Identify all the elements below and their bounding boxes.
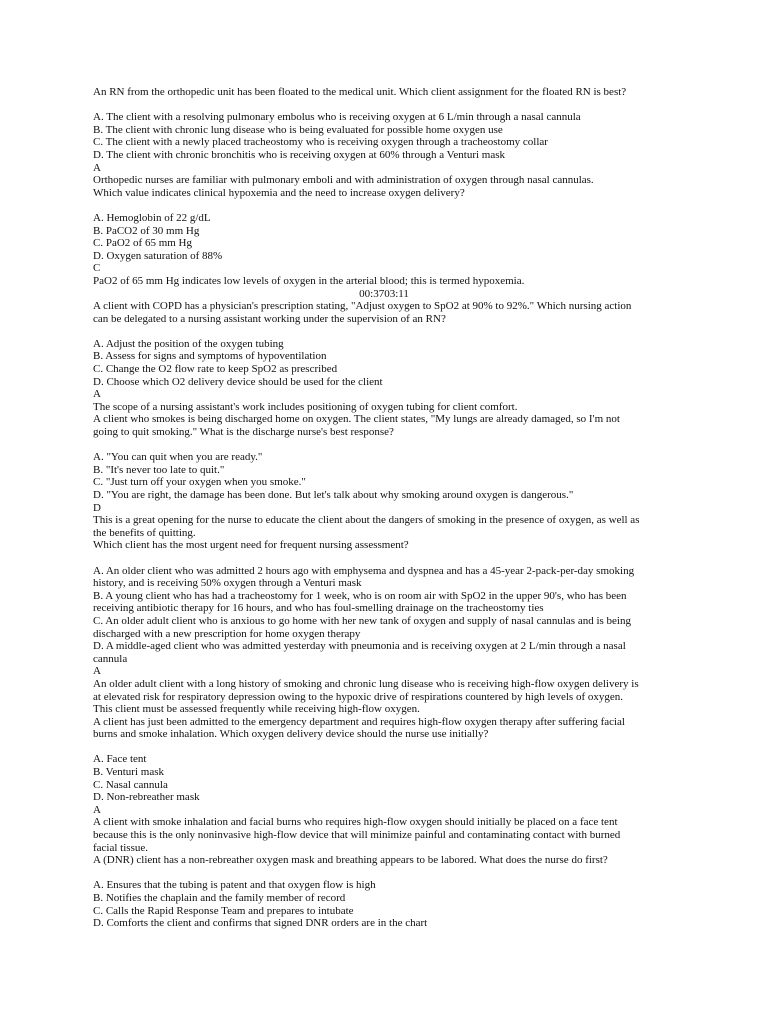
answer-option: A. Face tent — [93, 753, 147, 766]
answer-option: history, and is receiving 50% oxygen through a Venturi mask — [93, 577, 362, 590]
rationale: The scope of a nursing assistant's work includes positioning of oxygen tubing for client comfort. — [93, 400, 518, 413]
rationale: This is a great opening for the nurse to educate the client about the dangers of smoking in the presence of oxygen, as well as — [93, 514, 640, 527]
document-body — [93, 86, 675, 930]
answer-option: D. Oxygen saturation of 88% — [93, 249, 223, 262]
answer-option: D. Choose which O2 delivery device should be used for the client — [93, 375, 383, 388]
answer-option: A. An older client who was admitted 2 hours ago with emphysema and dyspnea and has a 45-year 2-pack-per-day smoking — [93, 564, 635, 577]
correct-answer: A — [93, 665, 101, 678]
correct-answer: A — [93, 388, 101, 401]
rationale: the benefits of quitting. — [93, 526, 196, 539]
answer-option: B. "It's never too late to quit." — [93, 463, 225, 476]
question-stem: An RN from the orthopedic unit has been floated to the medical unit. Which client assignment for the floated RN is best? — [93, 86, 627, 98]
answer-option: D. The client with chronic bronchitis who is receiving oxygen at 60% through a Venturi mask — [93, 148, 506, 161]
answer-option: C. Nasal cannula — [93, 778, 168, 791]
question-stem: A client has just been admitted to the emergency department and requires high-flow oxygen therapy after suffering facial — [93, 715, 625, 728]
answer-option: C. PaO2 of 65 mm Hg — [93, 237, 192, 250]
answer-option: A. Ensures that the tubing is patent and that oxygen flow is high — [93, 879, 376, 892]
answer-option: A. "You can quit when you are ready." — [93, 451, 263, 464]
blank-line — [93, 325, 675, 338]
rationale: A client with smoke inhalation and facial burns who requires high-flow oxygen should initially be placed on a face tent — [93, 816, 618, 829]
answer-option: D. A middle-aged client who was admitted yesterday with pneumonia and is receiving oxygen at 2 L/min through a nasal — [93, 640, 626, 653]
question-stem: going to quit smoking." What is the discharge nurse's best response? — [93, 426, 394, 439]
blank-line — [93, 439, 675, 452]
answer-option: B. PaCO2 of 30 mm Hg — [93, 224, 200, 237]
answer-option: B. A young client who has had a tracheostomy for 1 week, who is on room air with SpO2 in the upper 90's, who has been — [93, 589, 627, 602]
answer-option: D. Non-rebreather mask — [93, 791, 200, 804]
blank-line — [93, 99, 675, 112]
correct-answer: D — [93, 501, 101, 514]
answer-option: C. The client with a newly placed tracheostomy who is receiving oxygen through a tracheostomy collar — [93, 136, 548, 149]
answer-option: C. An older adult client who is anxious to go home with her new tank of oxygen and supply of nasal cannulas and is being — [93, 614, 631, 627]
rationale: at elevated risk for respiratory depression owing to the hypoxic drive of respirations countered by high levels of oxygen. — [93, 690, 623, 703]
answer-option: B. Venturi mask — [93, 766, 164, 779]
answer-option: D. Comforts the client and confirms that signed DNR orders are in the chart — [93, 917, 428, 930]
question-stem: A client who smokes is being discharged home on oxygen. The client states, "My lungs are already damaged, so I'm not — [93, 413, 620, 426]
correct-answer: A — [93, 161, 101, 174]
question-stem: A (DNR) client has a non-rebreather oxygen mask and breathing appears to be labored. What does the nurse do first? — [93, 854, 608, 867]
answer-option: receiving antibiotic therapy for 16 hours, and who has foul-smelling drainage on the tracheostomy ties — [93, 602, 544, 615]
answer-option: C. "Just turn off your oxygen when you smoke." — [93, 476, 306, 489]
rationale: An older adult client with a long history of smoking and chronic lung disease who is receiving high-flow oxygen delivery is — [93, 677, 639, 690]
answer-option: cannula — [93, 652, 128, 665]
blank-line — [93, 552, 675, 565]
answer-option: D. "You are right, the damage has been done. But let's talk about why smoking around oxygen is dangerous." — [93, 489, 574, 501]
question-stem: burns and smoke inhalation. Which oxygen delivery device should the nurse use initially? — [93, 728, 489, 741]
answer-option: B. Notifies the chaplain and the family member of record — [93, 892, 346, 904]
answer-option: B. Assess for signs and symptoms of hypoventilation — [93, 350, 327, 363]
question-stem: Which client has the most urgent need for frequent nursing assessment? — [93, 539, 409, 552]
timestamp: 00:3703:11 — [359, 287, 409, 300]
question-stem: Which value indicates clinical hypoxemia and the need to increase oxygen delivery? — [93, 186, 465, 199]
correct-answer: A — [93, 803, 101, 816]
answer-option: A. Hemoglobin of 22 g/dL — [93, 211, 211, 224]
correct-answer: C — [93, 262, 101, 275]
answer-option: A. Adjust the position of the oxygen tubing — [93, 337, 284, 350]
answer-option: C. Change the O2 flow rate to keep SpO2 as prescribed — [93, 363, 338, 376]
rationale: PaO2 of 65 mm Hg indicates low levels of oxygen in the arterial blood; this is termed hypoxemia. — [93, 274, 525, 287]
blank-line — [93, 199, 675, 212]
question-stem: can be delegated to a nursing assistant working under the supervision of an RN? — [93, 312, 446, 325]
answer-option: C. Calls the Rapid Response Team and prepares to intubate — [93, 904, 354, 917]
rationale: Orthopedic nurses are familiar with pulmonary emboli and with administration of oxygen through nasal cannulas. — [93, 174, 594, 187]
blank-line — [93, 867, 675, 880]
answer-option: A. The client with a resolving pulmonary embolus who is receiving oxygen at 6 L/min through a nasal cannula — [93, 111, 581, 124]
answer-option: B. The client with chronic lung disease who is being evaluated for possible home oxygen use — [93, 123, 503, 136]
rationale: facial tissue. — [93, 841, 148, 854]
answer-option: discharged with a new prescription for home oxygen therapy — [93, 627, 361, 640]
blank-line — [93, 741, 675, 754]
rationale: This client must be assessed frequently while receiving high-flow oxygen. — [93, 703, 420, 716]
question-stem: A client with COPD has a physician's prescription stating, "Adjust oxygen to SpO2 at 90% to 92%." Which nursing action — [93, 300, 632, 313]
rationale: because this is the only noninvasive high-flow device that will minimize painful and contaminating contact with burned — [93, 829, 621, 842]
